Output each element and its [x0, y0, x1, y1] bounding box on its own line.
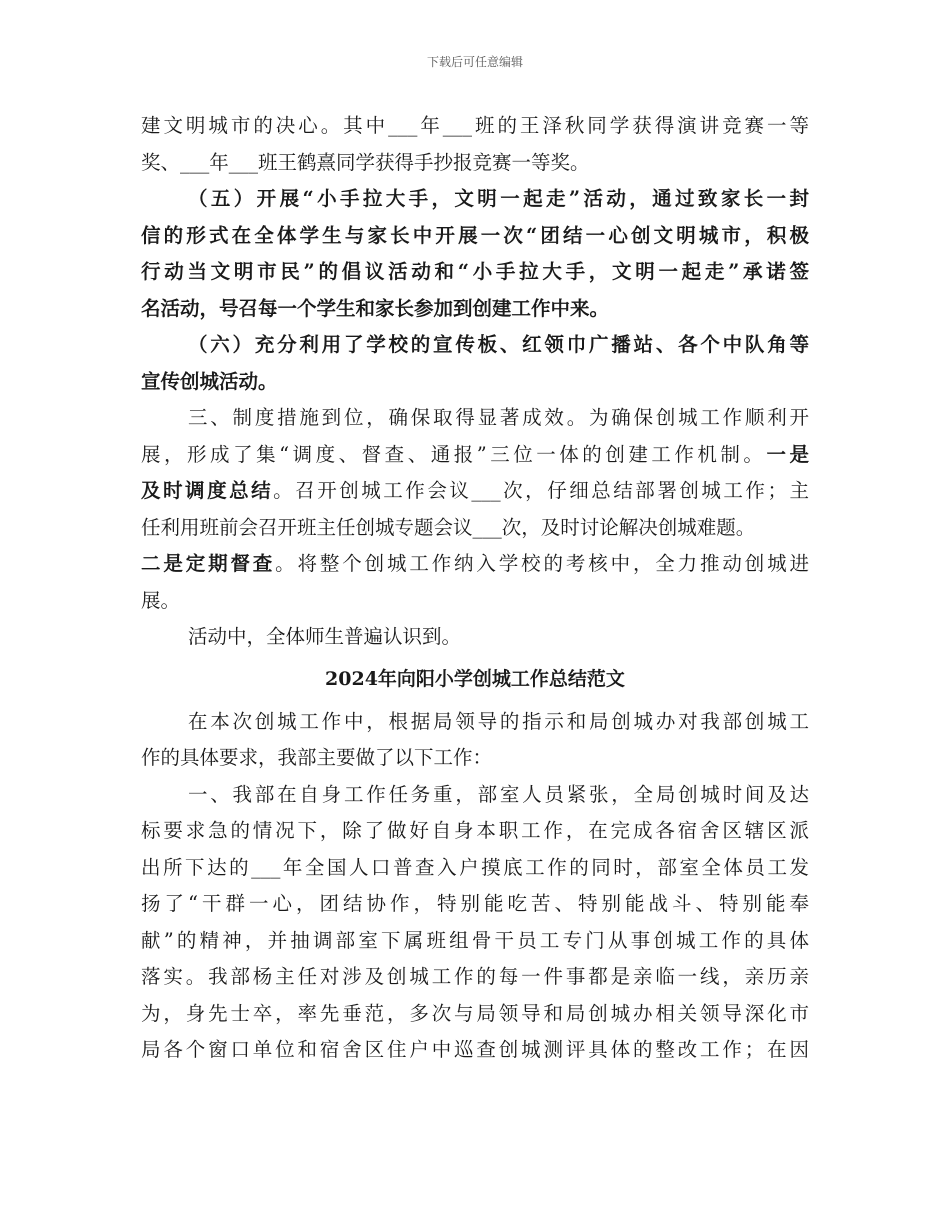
paragraph-line: 建文明城市的决心。其中___年___班的王泽秋同学获得演讲竞赛一等: [141, 114, 809, 137]
bold-text-segment: 及时调度总结: [141, 479, 274, 502]
paragraph-line: 为，身先士卒，率先垂范，多次与局领导和局创城办相关领导深化市: [141, 1001, 809, 1025]
paragraph-line: 信的形式在全体学生与家长中开展一次“团结一心创文明城市，积极: [141, 223, 809, 247]
paragraph-line: 落实。我部杨主任对涉及创城工作的每一件事都是亲临一线，亲历亲: [141, 965, 809, 988]
paragraph-line: （六）充分利用了学校的宣传板、红领巾广播站、各个中队角等: [188, 333, 809, 356]
paragraph-line: 行动当文明市民”的倡议活动和“小手拉大手，文明一起走”承诺签: [141, 260, 809, 283]
paragraph-line: 名活动，号召每一个学生和家长参加到创建工作中来。: [141, 296, 610, 320]
section-part-1: [141, 108, 809, 656]
paragraph-line: 一、我部在自身工作任务重，部室人员紧张，全局创城时间及达: [188, 782, 809, 806]
paragraph-line: 任利用班前会召开班主任创城专题会议___次，及时讨论解决创城难题。: [141, 515, 756, 539]
document-body: [141, 108, 809, 1069]
section-title: 2024年向阳小学创城工作总结范文: [325, 667, 625, 690]
paragraph-line: 宣传创城活动。: [141, 369, 278, 393]
bold-text-segment: 一是: [766, 442, 809, 466]
paragraph-line: 出所下达的___年全国人口普查入户摸底工作的同时，部室全体员工发: [141, 855, 809, 879]
bold-text-segment: 二是定期督查: [141, 552, 276, 575]
text-segment: 展，形成了集“调度、督查、通报”三位一体的创建工作机制。: [141, 442, 767, 466]
text-segment: 。召开创城工作会议___次，仔细总结部署创城工作；主: [273, 479, 809, 502]
text-segment: 。将整个创城工作纳入学校的考核中，全力推动创城进: [275, 552, 809, 575]
paragraph-line: 展。: [141, 588, 181, 612]
paragraph-line: 在本次创城工作中，根据局领导的指示和局创城办对我部创城工: [188, 709, 809, 733]
paragraph-line: 献”的精神，并抽调部室下属班组骨干员工专门从事创城工作的具体: [141, 928, 809, 952]
paragraph-line: 扬了“干群一心，团结协作，特别能吃苦、特别能战斗、特别能奉: [141, 892, 809, 915]
paragraph-line: 三、制度措施到位，确保取得显著成效。为确保创城工作顺利开: [188, 406, 809, 429]
paragraph-line: [141, 437, 809, 474]
page-header: 下载后可任意编辑: [426, 55, 523, 69]
paragraph-line: （五）开展“小手拉大手，文明一起走”活动，通过致家长一封: [188, 187, 809, 210]
paragraph-line: [141, 546, 809, 583]
paragraph-line: 局各个窗口单位和宿舍区住户中巡查创城测评具体的整改工作；在因: [141, 1038, 809, 1061]
section-part-2: [141, 704, 809, 1069]
paragraph-line: 奖、___年___班王鹤熹同学获得手抄报竞赛一等奖。: [141, 150, 590, 174]
paragraph-line: 标要求急的情况下，除了做好自身本职工作，在完成各宿舍区辖区派: [141, 819, 809, 842]
paragraph-line: 活动中，全体师生普遍认识到。: [188, 625, 462, 648]
paragraph-line: [141, 473, 809, 510]
paragraph-line: 作的具体要求，我部主要做了以下工作：: [141, 746, 493, 769]
